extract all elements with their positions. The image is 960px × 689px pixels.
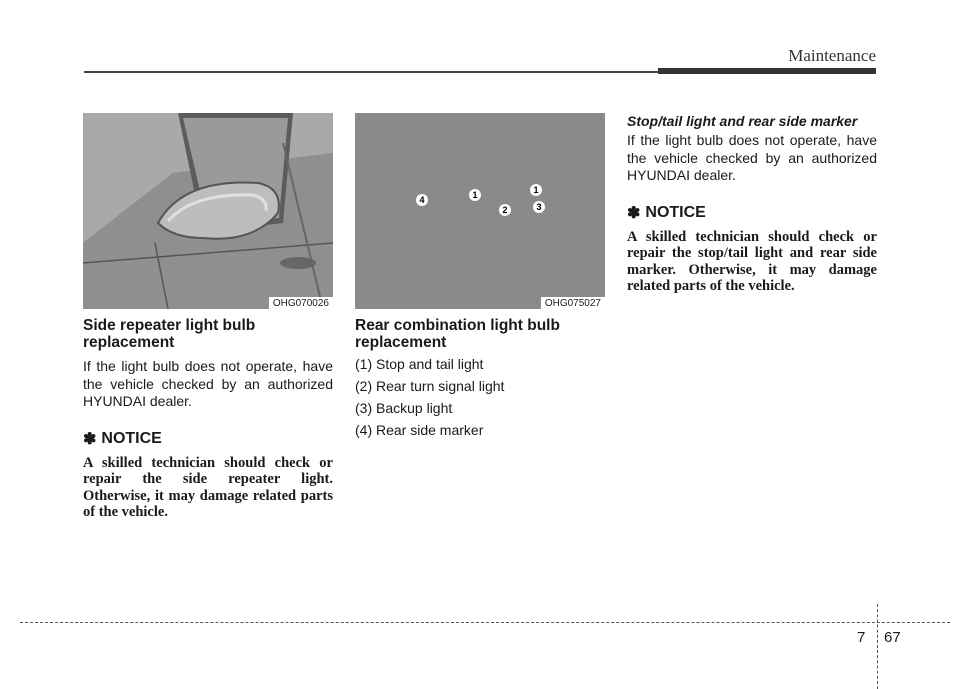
body-text: If the light bulb does not operate, have the vehicle checked by an authorized HYUNDAI dealer. <box>83 358 333 409</box>
list-item: (1) Stop and tail light <box>355 356 484 372</box>
notice-title <box>83 429 333 449</box>
right-column <box>627 113 877 295</box>
callout-marker: 1 <box>469 189 481 201</box>
page-number: 67 <box>884 629 901 646</box>
side-mirror-illustration <box>83 113 333 309</box>
callout-marker: 1 <box>530 184 542 196</box>
notice-text: A skilled technician should check or repair the stop/tail light and rear side marker. Otherwise, it may damage related parts of the vehicle. <box>627 228 877 294</box>
chapter-number: 7 <box>857 629 866 646</box>
list-item: (3) Backup light <box>355 400 453 416</box>
list-item: (4) Rear side marker <box>355 422 484 438</box>
callout-marker: 2 <box>499 204 511 216</box>
header-rule-accent <box>658 68 876 74</box>
parts-list <box>355 356 605 439</box>
rear-light-illustration <box>355 113 605 309</box>
rear-light-photo <box>355 113 605 309</box>
callout-marker: 3 <box>533 201 545 213</box>
notice-label: NOTICE <box>101 429 162 447</box>
notice-asterisk-icon: ✽ <box>83 430 97 448</box>
footer-rule <box>20 622 950 623</box>
notice-asterisk-icon: ✽ <box>627 204 641 222</box>
photo-code: OHG075027 <box>541 297 605 309</box>
list-item: (2) Rear turn signal light <box>355 378 505 394</box>
body-text: If the light bulb does not operate, have the vehicle checked by an authorized HYUNDAI dealer. <box>627 132 877 183</box>
notice-text: A skilled technician should check or repair the side repeater light. Otherwise, it may damage related parts of the vehicle. <box>83 454 333 520</box>
sub-heading: Stop/tail light and rear side marker <box>627 113 858 129</box>
notice-label: NOTICE <box>645 203 706 221</box>
header-rule <box>84 71 658 73</box>
middle-column <box>355 113 605 439</box>
photo-code: OHG070026 <box>269 297 333 309</box>
header-title: Maintenance <box>788 46 876 65</box>
callout-marker: 4 <box>416 194 428 206</box>
notice-title <box>627 203 877 223</box>
footer-divider <box>877 604 878 689</box>
section-heading: Side repeater light bulb replacement <box>83 317 256 351</box>
section-heading: Rear combination light bulb replacement <box>355 317 560 351</box>
side-mirror-photo <box>83 113 333 309</box>
left-column <box>83 113 333 521</box>
